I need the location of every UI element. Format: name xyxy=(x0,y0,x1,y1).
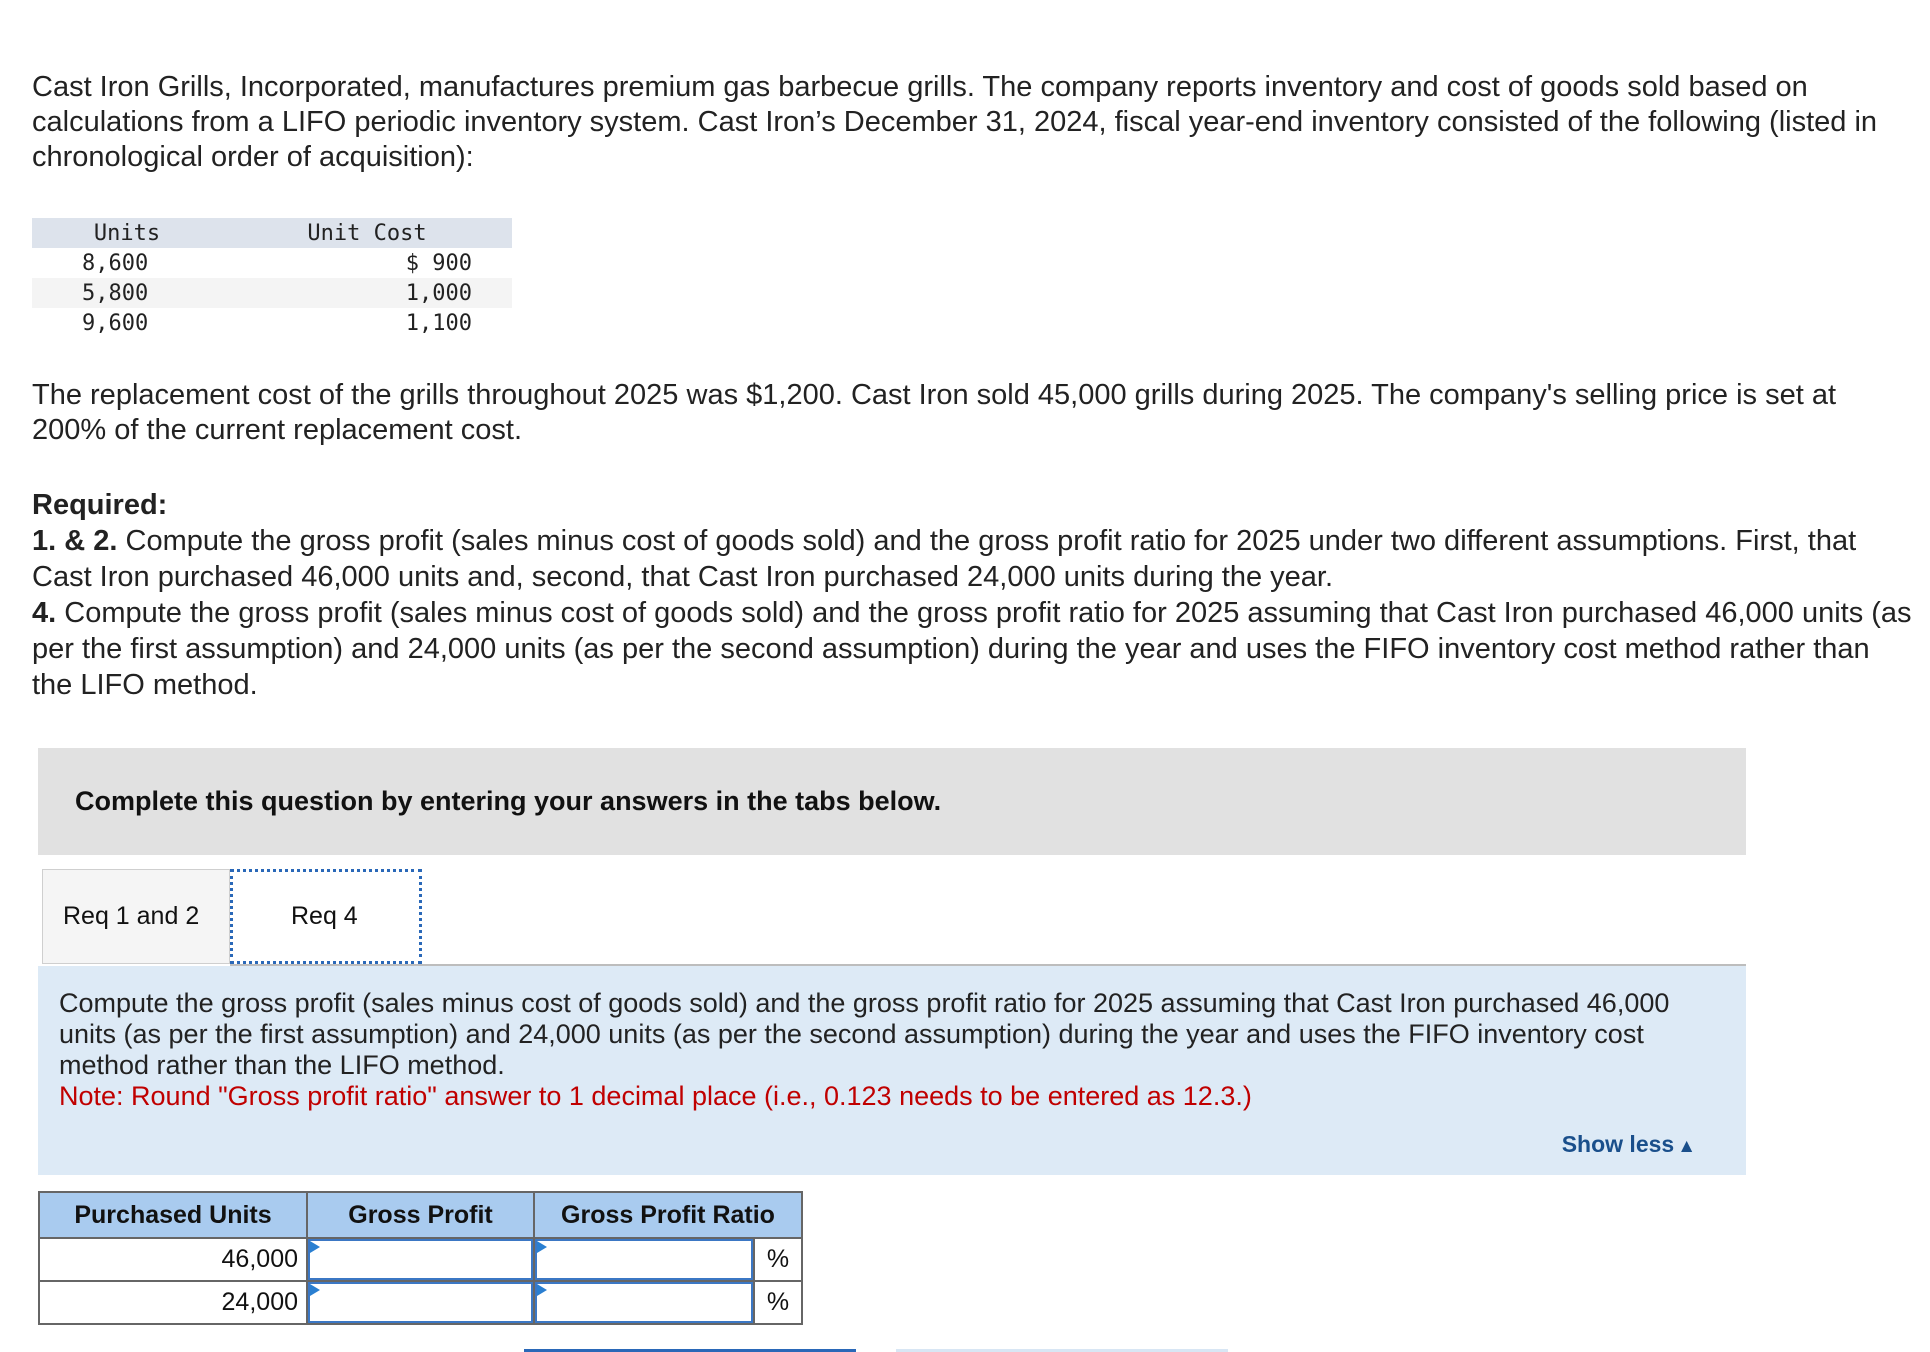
gross-profit-cell xyxy=(307,1238,534,1281)
unit-cost-header: Unit Cost xyxy=(222,218,512,248)
unit-cost-cell: 1,000 xyxy=(222,278,512,308)
tab-panel-req-4 xyxy=(38,966,1746,1175)
gross-profit-ratio-header: Gross Profit Ratio xyxy=(534,1192,802,1238)
rounding-note: Note: Round "Gross profit ratio" answer to 1 decimal place (i.e., 0.123 needs to be entered as 12.3.) xyxy=(59,1081,1252,1111)
percent-sign: % xyxy=(754,1238,802,1281)
triangle-up-icon: ▲ xyxy=(1677,1136,1696,1157)
gross-profit-input-46000[interactable] xyxy=(308,1239,533,1280)
gross-profit-ratio-cell xyxy=(534,1281,754,1324)
purchased-units-cell: 24,000 xyxy=(39,1281,307,1324)
intro-paragraph: Cast Iron Grills, Incorporated, manufactures premium gas barbecue grills. The company reports inventory and cost of goods sold based on calculations from a LIFO periodic inventory system. Cast Iron’s December 31, 2024, fiscal year-end inventory consisted of the following (listed in chronological order of acquisition): xyxy=(32,71,1878,173)
unit-cost-cell: $ 900 xyxy=(405,250,472,276)
tab-req-4[interactable]: Req 4 xyxy=(230,869,422,964)
requirement-item xyxy=(32,595,1912,703)
requirement-text: Compute the gross profit (sales minus cost of goods sold) and the gross profit ratio for 2025 assuming that Cast Iron purchased 46,000 units (as per the first assumption) and 24,000 units (as per the second assumption) during the year and uses the FIFO inventory cost method rather than the LIFO method. xyxy=(32,597,1912,701)
show-less-toggle[interactable] xyxy=(1562,1131,1696,1158)
purchased-units-header: Purchased Units xyxy=(39,1192,307,1238)
purchased-units-cell: 46,000 xyxy=(39,1238,307,1281)
replacement-cost-paragraph: The replacement cost of the grills throughout 2025 was $1,200. Cast Iron sold 45,000 grills during 2025. The company's selling price is set at 200% of the current replacement cost. xyxy=(32,379,1837,446)
units-cell: 5,800 xyxy=(32,278,222,308)
units-cell: 8,600 xyxy=(82,250,149,276)
show-less-label: Show less xyxy=(1561,1131,1675,1157)
gross-profit-input-24000[interactable] xyxy=(308,1282,533,1323)
gross-profit-header: Gross Profit xyxy=(307,1192,534,1238)
requirement-item xyxy=(32,523,1912,595)
table-row xyxy=(39,1281,802,1324)
gross-profit-ratio-cell xyxy=(534,1238,754,1281)
requirement-number: 1. & 2. xyxy=(32,525,118,557)
instructions-banner: Complete this question by entering your answers in the tabs below. xyxy=(38,748,1746,855)
table-row xyxy=(32,248,512,278)
table-row xyxy=(39,1238,802,1281)
required-heading: Required: xyxy=(32,489,168,521)
required-section xyxy=(32,487,1912,703)
units-header: Units xyxy=(32,218,222,248)
inventory-table xyxy=(32,218,512,338)
tab-req-1-and-2[interactable]: Req 1 and 2 xyxy=(42,869,230,964)
gross-profit-ratio-input-46000[interactable] xyxy=(535,1239,753,1280)
units-cell: 9,600 xyxy=(82,310,149,336)
requirement-text: Compute the gross profit (sales minus cost of goods sold) and the gross profit ratio for 2025 under two different assumptions. First, that Cast Iron purchased 46,000 units and, second, that Cast Iron purchased 24,000 units during the year. xyxy=(32,525,1857,593)
unit-cost-cell: 1,100 xyxy=(405,310,472,336)
gross-profit-ratio-input-24000[interactable] xyxy=(535,1282,753,1323)
table-row xyxy=(32,308,512,338)
percent-sign: % xyxy=(754,1281,802,1324)
gross-profit-cell xyxy=(307,1281,534,1324)
answer-table xyxy=(38,1191,803,1325)
requirement-number: 4. xyxy=(32,597,57,629)
table-row xyxy=(32,278,512,308)
panel-instruction: Compute the gross profit (sales minus cost of goods sold) and the gross profit ratio for 2025 assuming that Cast Iron purchased 46,000 units (as per the first assumption) and 24,000 units (as per the second assumption) during the year and uses the FIFO inventory cost method rather than the LIFO method. xyxy=(59,988,1670,1080)
